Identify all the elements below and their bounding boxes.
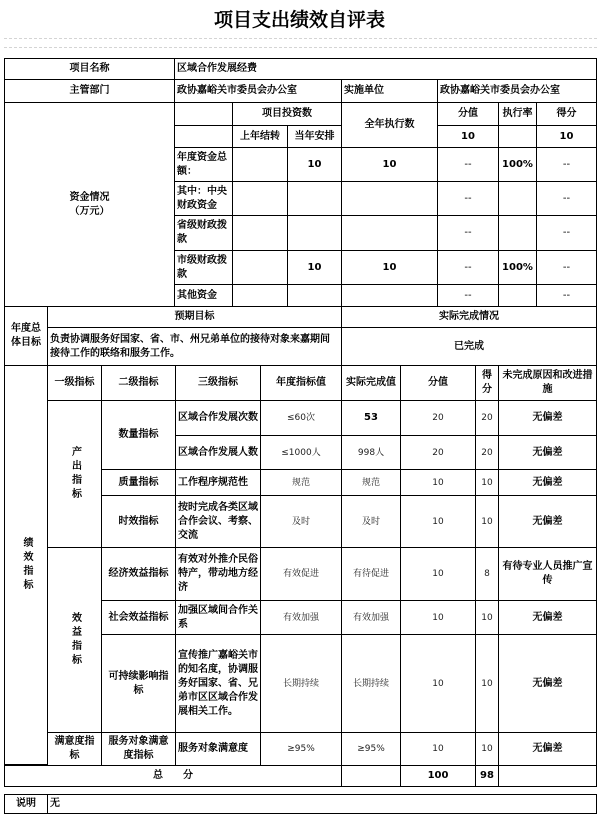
col-cur-header: 当年安排 bbox=[287, 125, 342, 148]
note-label: 说明 bbox=[4, 794, 48, 814]
perf-target-cell: 及时 bbox=[260, 495, 342, 548]
funds-prev-cell bbox=[232, 215, 288, 251]
funds-get-cell: -- bbox=[536, 284, 597, 307]
funds-exec-cell bbox=[341, 284, 438, 307]
funds-name-cell: 市级财政拨款 bbox=[174, 250, 233, 285]
perf-actual-cell: ≥95% bbox=[341, 732, 401, 766]
total-label: 总 分 bbox=[4, 765, 342, 787]
h-score: 分值 bbox=[400, 365, 476, 401]
funds-rate-cell bbox=[498, 215, 537, 251]
funds-name-cell: 其中：中央财政资金 bbox=[174, 181, 233, 216]
sub-time: 时效指标 bbox=[101, 495, 176, 548]
total-blank bbox=[341, 765, 401, 787]
total-get: 98 bbox=[475, 765, 499, 787]
funds-cur-cell: 10 bbox=[287, 250, 342, 285]
get-total: 10 bbox=[536, 125, 597, 148]
funds-exec-cell: 10 bbox=[341, 147, 438, 182]
funds-exec-cell: 10 bbox=[341, 250, 438, 285]
rate-blank bbox=[498, 125, 537, 148]
col-score-header: 分值 bbox=[437, 102, 499, 126]
perf-score-cell: 20 bbox=[400, 435, 476, 470]
h-level1: 一级指标 bbox=[47, 365, 102, 401]
perf-name-cell: 区域合作发展次数 bbox=[175, 400, 261, 436]
funds-blank bbox=[174, 125, 233, 148]
funds-prev-cell bbox=[232, 147, 288, 182]
perf-actual-cell: 有效加强 bbox=[341, 600, 401, 635]
perf-reason-cell: 有待专业人员推广宣传 bbox=[498, 547, 597, 601]
funds-cur-cell bbox=[287, 181, 342, 216]
perf-target-cell: ≤1000人 bbox=[260, 435, 342, 470]
funds-get-cell: -- bbox=[536, 215, 597, 251]
score-total: 10 bbox=[437, 125, 499, 148]
perf-get-cell: 10 bbox=[475, 634, 499, 733]
funds-score-cell: -- bbox=[437, 215, 499, 251]
perf-actual-cell: 53 bbox=[341, 400, 401, 436]
perf-target-cell: 有效促进 bbox=[260, 547, 342, 601]
perf-score-cell: 10 bbox=[400, 600, 476, 635]
perf-get-cell: 20 bbox=[475, 435, 499, 470]
note-value: 无 bbox=[47, 794, 597, 814]
h-reason: 未完成原因和改进措施 bbox=[498, 365, 597, 401]
perf-name-cell: 有效对外推介民俗特产，带动地方经济 bbox=[175, 547, 261, 601]
funds-score-cell: -- bbox=[437, 147, 499, 182]
funds-cur-cell bbox=[287, 284, 342, 307]
sub-quantity: 数量指标 bbox=[101, 400, 176, 470]
funds-name-cell: 其他资金 bbox=[174, 284, 233, 307]
cat-benefit: 效益指标 bbox=[47, 547, 102, 733]
perf-target-cell: ≤60次 bbox=[260, 400, 342, 436]
sub-sustain: 可持续影响指标 bbox=[101, 634, 176, 733]
funds-exec-cell bbox=[341, 215, 438, 251]
funds-label: 资金情况 （万元） bbox=[4, 102, 175, 307]
h-target: 年度指标值 bbox=[260, 365, 342, 401]
actual-value: 已完成 bbox=[341, 327, 597, 366]
funds-get-cell: -- bbox=[536, 181, 597, 216]
perf-reason-cell: 无偏差 bbox=[498, 634, 597, 733]
funds-get-cell: -- bbox=[536, 250, 597, 285]
perf-label: 绩效指标 bbox=[4, 365, 48, 765]
perf-actual-cell: 998人 bbox=[341, 435, 401, 470]
perf-get-cell: 10 bbox=[475, 600, 499, 635]
grid-line bbox=[4, 47, 597, 48]
total-reason-blank bbox=[498, 765, 597, 787]
perf-actual-cell: 有待促进 bbox=[341, 547, 401, 601]
perf-target-cell: 有效加强 bbox=[260, 600, 342, 635]
h-level3: 三级指标 bbox=[175, 365, 261, 401]
h-level2: 二级指标 bbox=[101, 365, 176, 401]
perf-actual-cell: 长期持续 bbox=[341, 634, 401, 733]
cat-output: 产出指标 bbox=[47, 400, 102, 548]
col-get-header: 得分 bbox=[536, 102, 597, 126]
perf-score-cell: 20 bbox=[400, 400, 476, 436]
perf-score-cell: 10 bbox=[400, 547, 476, 601]
impl-value: 政协嘉峪关市委员会办公室 bbox=[437, 79, 597, 103]
grid-line bbox=[4, 38, 597, 39]
perf-score-cell: 10 bbox=[400, 469, 476, 496]
project-name-value: 区域合作发展经费 bbox=[174, 58, 597, 80]
perf-name-cell: 加强区域间合作关系 bbox=[175, 600, 261, 635]
perf-name-cell: 工作程序规范性 bbox=[175, 469, 261, 496]
perf-score-cell: 10 bbox=[400, 634, 476, 733]
perf-reason-cell: 无偏差 bbox=[498, 732, 597, 766]
perf-target-cell: ≥95% bbox=[260, 732, 342, 766]
funds-exec-cell bbox=[341, 181, 438, 216]
perf-name-cell: 服务对象满意度 bbox=[175, 732, 261, 766]
funds-cur-cell: 10 bbox=[287, 147, 342, 182]
sub-service: 服务对象满意度指标 bbox=[101, 732, 176, 766]
dept-label: 主管部门 bbox=[4, 79, 175, 103]
perf-name-cell: 按时完成各类区域合作会议、考察、交流 bbox=[175, 495, 261, 548]
funds-prev-cell bbox=[232, 250, 288, 285]
perf-actual-cell: 规范 bbox=[341, 469, 401, 496]
funds-rate-cell: 100% bbox=[498, 147, 537, 182]
col-rate-header: 执行率 bbox=[498, 102, 537, 126]
sub-econ: 经济效益指标 bbox=[101, 547, 176, 601]
perf-reason-cell: 无偏差 bbox=[498, 400, 597, 436]
perf-target-cell: 长期持续 bbox=[260, 634, 342, 733]
project-name-label: 项目名称 bbox=[4, 58, 175, 80]
funds-name-cell: 省级财政拨款 bbox=[174, 215, 233, 251]
funds-name-cell: 年度资金总额： bbox=[174, 147, 233, 182]
page-title: 项目支出绩效自评表 bbox=[213, 9, 385, 31]
perf-reason-cell: 无偏差 bbox=[498, 469, 597, 496]
h-actual: 实际完成值 bbox=[341, 365, 401, 401]
funds-blank bbox=[174, 102, 233, 126]
funds-cur-cell bbox=[287, 215, 342, 251]
perf-target-cell: 规范 bbox=[260, 469, 342, 496]
sub-quality: 质量指标 bbox=[101, 469, 176, 496]
perf-get-cell: 8 bbox=[475, 547, 499, 601]
perf-name-cell: 宣传推广嘉峪关市的知名度，协调服务好国家、省、兄弟市区区域合作发展相关工作。 bbox=[175, 634, 261, 733]
funds-get-cell: -- bbox=[536, 147, 597, 182]
perf-get-cell: 20 bbox=[475, 400, 499, 436]
h-get: 得分 bbox=[475, 365, 499, 401]
perf-reason-cell: 无偏差 bbox=[498, 600, 597, 635]
expected-label: 预期目标 bbox=[47, 306, 342, 328]
total-score: 100 bbox=[400, 765, 476, 787]
col-prev-header: 上年结转 bbox=[232, 125, 288, 148]
cat-satisfy: 满意度指标 bbox=[47, 732, 102, 766]
funds-score-cell: -- bbox=[437, 284, 499, 307]
dept-value: 政协嘉峪关市委员会办公室 bbox=[174, 79, 342, 103]
perf-get-cell: 10 bbox=[475, 495, 499, 548]
funds-rate-cell bbox=[498, 181, 537, 216]
funds-rate-cell bbox=[498, 284, 537, 307]
perf-score-cell: 10 bbox=[400, 732, 476, 766]
sub-social: 社会效益指标 bbox=[101, 600, 176, 635]
perf-reason-cell: 无偏差 bbox=[498, 495, 597, 548]
perf-name-cell: 区域合作发展人数 bbox=[175, 435, 261, 470]
goals-label: 年度总体目标 bbox=[4, 306, 48, 366]
funds-score-cell: -- bbox=[437, 250, 499, 285]
col-exec-header: 全年执行数 bbox=[341, 102, 438, 148]
funds-rate-cell: 100% bbox=[498, 250, 537, 285]
expected-value: 负责协调服务好国家、省、市、州兄弟单位的接待对象来嘉期间接待工作的联络和服务工作。 bbox=[47, 327, 342, 366]
perf-get-cell: 10 bbox=[475, 732, 499, 766]
perf-actual-cell: 及时 bbox=[341, 495, 401, 548]
funds-prev-cell bbox=[232, 181, 288, 216]
perf-get-cell: 10 bbox=[475, 469, 499, 496]
perf-reason-cell: 无偏差 bbox=[498, 435, 597, 470]
funds-prev-cell bbox=[232, 284, 288, 307]
col-invest-header: 项目投资数 bbox=[232, 102, 342, 126]
impl-label: 实施单位 bbox=[341, 79, 438, 103]
perf-score-cell: 10 bbox=[400, 495, 476, 548]
funds-score-cell: -- bbox=[437, 181, 499, 216]
actual-label: 实际完成情况 bbox=[341, 306, 597, 328]
